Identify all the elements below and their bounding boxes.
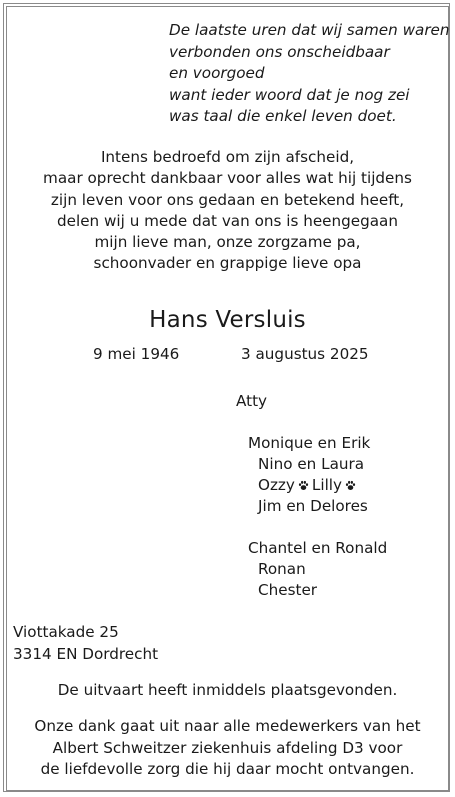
deceased-name: Hans Versluis — [149, 307, 306, 333]
funeral-note — [0, 680, 455, 702]
announcement-line: maar oprecht dankbaar voor alles wat hij tijdens — [43, 169, 412, 188]
announcement-line: zijn leven voor ons gedaan en betekend heeft, — [50, 190, 405, 209]
address — [13, 622, 158, 665]
announcement-line: Intens bedroefd om zijn afscheid, — [100, 148, 355, 166]
pet-name: Ozzy — [258, 476, 295, 494]
announcement-line: delen wij u mede dat van ons is heengegaan — [57, 211, 398, 230]
funeral-note-line: De uitvaart heeft inmiddels plaatsgevonden. — [57, 681, 398, 699]
paw-print-icon — [345, 480, 356, 491]
address-city: 3314 EN Dordrecht — [13, 644, 159, 663]
family-group-2 — [248, 538, 387, 601]
announcement-text — [0, 147, 455, 275]
thanks-line: de liefdevolle zorg die hij daar mocht ontvangen. — [40, 760, 415, 778]
announcement-line: schoonvader en grappige lieve opa — [93, 254, 362, 273]
thanks-line: Onze dank gaat uit naar alle medewerkers van het — [34, 717, 421, 735]
poem-line: De laatste uren dat wij samen waren — [169, 21, 450, 39]
family-parents: Monique en Erik — [248, 434, 371, 452]
family-parents: Chantel en Ronald — [248, 539, 388, 557]
spouse-label: Atty — [236, 392, 268, 410]
pet-name: Lilly — [311, 476, 342, 494]
announcement-line: mijn lieve man, onze zorgzame pa, — [94, 233, 361, 252]
paw-print-icon — [298, 480, 309, 491]
family-child: Ronan — [258, 560, 306, 578]
address-street: Viottakade 25 — [13, 623, 119, 641]
birth-date: 9 mei 1946 — [93, 345, 180, 363]
poem-line: verbonden ons onscheidbaar — [169, 42, 390, 61]
family-child: Jim en Delores — [258, 497, 368, 515]
family-child: Nino en Laura — [258, 455, 365, 473]
poem-line: was taal die enkel leven doet. — [169, 107, 397, 126]
family-group-1 — [248, 433, 370, 517]
thanks-text — [0, 716, 455, 781]
family-child: Chester — [258, 581, 318, 599]
poem-line: en voorgoed — [169, 64, 265, 83]
poem-line: want ieder woord dat je nog zei — [169, 85, 410, 104]
death-date: 3 augustus 2025 — [241, 345, 369, 363]
family-pets — [248, 475, 370, 496]
spouse-name — [236, 391, 267, 412]
poem — [169, 20, 450, 128]
thanks-line: Albert Schweitzer ziekenhuis afdeling D3 voor — [52, 738, 403, 757]
